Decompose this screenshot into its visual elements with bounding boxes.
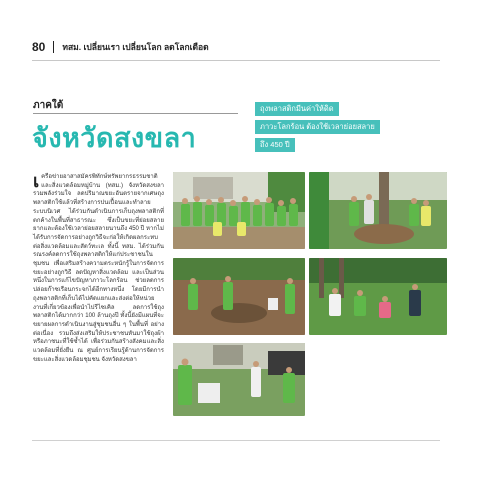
header-divider xyxy=(53,41,54,53)
tag-label: ถึง 450 ปี xyxy=(255,138,295,152)
tag-list xyxy=(255,102,380,152)
footer-rule xyxy=(32,440,440,441)
region-rule xyxy=(33,113,238,114)
page-number: 80 xyxy=(32,40,46,54)
tag-label: ถุงพลาสติกมีนค่าให้ดิด xyxy=(255,102,339,116)
photo-handing-over xyxy=(173,343,305,416)
photo-collecting-waste xyxy=(173,258,305,335)
photo-planting-group xyxy=(309,258,447,335)
header-rule xyxy=(32,60,440,61)
tag-label: ภาวะโลกร้อน ต้องใช้เวลาย่อยสลาย xyxy=(255,120,380,134)
article-body xyxy=(33,173,164,364)
publication-title: ทสม. เปลี่ยนเรา เปลี่ยนโลก ลดโลกเดือด xyxy=(62,42,209,52)
drop-cap: เ xyxy=(33,171,40,191)
region-label: ภาคใต้ xyxy=(33,100,64,111)
photo-group-volunteers xyxy=(173,172,305,249)
article-text: ครือข่ายอาสาสมัครพิทักษ์ทรัพยากรธรรมชาติและสิ่งแวดล้อมหมู่บ้าน (ทสม.) จังหวัดสงขลา รวมพลังร่วมใจ ลดปริมาณขยะอันตรายจากเศษถุงพลาสติกใช้แล้วที่สร้างการปนเปื้อนและทำลายระบบนิเวศ ได้ร่วมกันดำเนินการเก็บถุงพลาสติกที่ตกค้างในพื้นที่สาธารณะ ซึ่งเป็นขยะที่ย่อยสลายยากและต้องใช้เวลาย่อยสลายนานถึง 450 ปี หากไม่ได้รับการจัดการอย่างถูกวิธีจะก่อให้เกิดผลกระทบต่อสิ่งแวดล้อมและสัตว์ทะเล ทั้งนี้ ทสม. ได้ร่วมกันรณรงค์ลดการใช้ถุงพลาสติกให้แก่ประชาชนในชุมชน เพื่อเสริมสร้างความตระหนักรู้ในการจัดการขยะอย่างถูกวิธี ลดปัญหาสิ่งแวดล้อม และเป็นส่วนหนึ่งในการแก้ไขปัญหาภาวะโลกร้อน ช่วยลดการปล่อยก๊าซเรือนกระจกได้อีกทางหนึ่ง โดยมีการนำถุงพลาสติกที่เก็บได้ไปคัดแยกและส่งต่อให้หน่วยงานที่เกี่ยวข้องเพื่อนำไปรีไซเคิล ลดการใช้ถุงพลาสติกได้มากกว่า 100 ล้านถุงปี ทั้งนี้ยังมีแผนที่จะขยายผลการดำเนินงานสู่ชุมชนอื่น ๆ ในพื้นที่ อย่างต่อเนื่อง รวมถึงส่งเสริมให้ประชาชนหันมาใช้ถุงผ้าหรือภาชนะที่ใช้ซ้ำได้ เพื่อร่วมกันสร้างสังคมและสิ่งแวดล้อมที่ยั่งยืน ณ ศูนย์การเรียนรู้ด้านการจัดการขยะและสิ่งแวดล้อมชุมชน จังหวัดสงขลา xyxy=(33,174,164,363)
photo-tree-planting xyxy=(309,172,447,249)
province-title: จังหวัดสงขลา xyxy=(32,123,197,153)
page-header xyxy=(32,38,440,56)
